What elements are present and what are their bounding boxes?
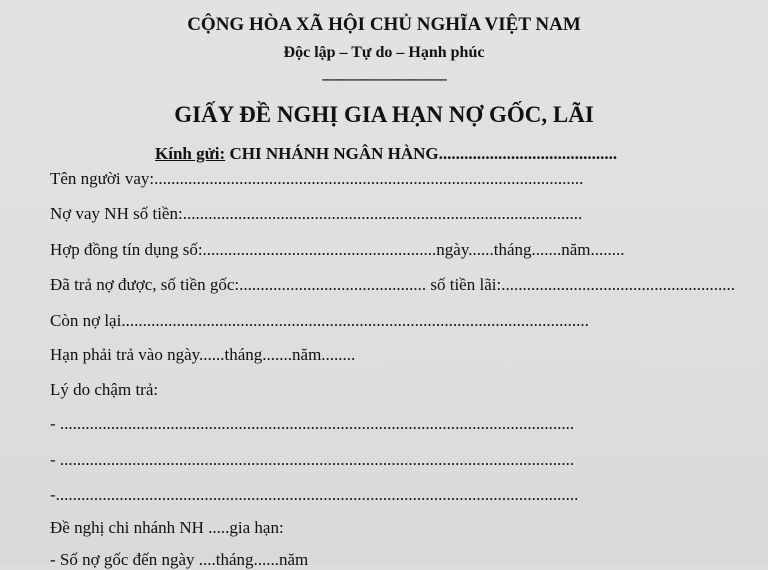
field-extension-request: Đề nghị chi nhánh NH .....gia hạn: <box>50 518 284 537</box>
field-loan-amount: Nợ vay NH số tiền:.............................................................................................. <box>50 204 583 223</box>
separator-line: ---------------------------------- <box>321 72 447 87</box>
field-borrower-name: Tên người vay:..................................................................................................... <box>50 169 584 188</box>
field-paid-amount: Đã trả nợ được, số tiền gốc:............................................ số tiền lãi:....................................................... <box>50 275 735 294</box>
recipient-value: CHI NHÁNH NGÂN HÀNG.......................................... <box>225 144 618 163</box>
country-header: CỘNG HÒA XÃ HỘI CHỦ NGHĨA VIỆT NAM <box>187 14 581 35</box>
field-credit-contract: Hợp đồng tín dụng số:.......................................................ngày......tháng.......năm........ <box>50 240 625 259</box>
field-reason-line-2: - ......................................................................................................................... <box>50 450 575 469</box>
motto: Độc lập – Tự do – Hạnh phúc <box>283 44 485 61</box>
field-due-date: Hạn phải trả vào ngày......tháng.......năm........ <box>50 345 356 364</box>
recipient-label: Kính gửi: <box>155 144 226 163</box>
field-reason-line-1: - ......................................................................................................................... <box>50 414 575 433</box>
field-reason-line-3: -........................................................................................................................... <box>50 485 579 504</box>
field-remaining-debt: Còn nợ lại.............................................................................................................. <box>50 311 589 330</box>
recipient-line <box>155 144 617 164</box>
document-title: GIẤY ĐỀ NGHỊ GIA HẠN NỢ GỐC, LÃI <box>174 102 594 127</box>
field-principal-due-partial: - Số nợ gốc đến ngày ....tháng......năm <box>50 550 309 569</box>
field-late-reason-label: Lý do chậm trả: <box>50 380 159 399</box>
